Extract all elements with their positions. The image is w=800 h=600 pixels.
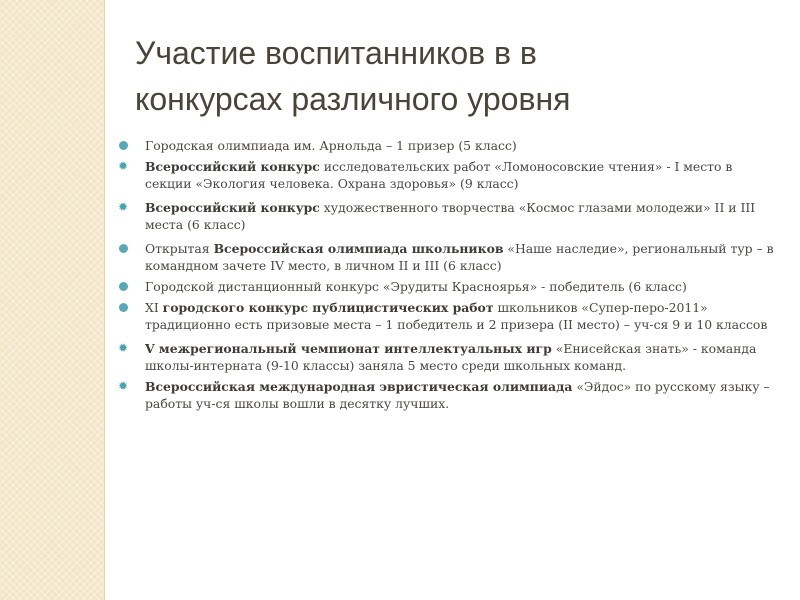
- list-item-text: [145, 159, 732, 191]
- star-glyph-icon: ✹: [117, 379, 129, 393]
- bold-text: Всероссийский конкурс: [145, 200, 320, 215]
- list-item-text: [145, 138, 517, 153]
- slide-title-line-1: Участие воспитанников в в: [135, 35, 537, 71]
- list-item-text: [145, 300, 767, 332]
- text-span: Городская олимпиада им. Арнольда – 1 призер (5 класс): [145, 138, 517, 153]
- list-item: [117, 240, 777, 274]
- decorative-side-band: [0, 0, 104, 600]
- dot-glyph-icon: [119, 141, 128, 150]
- bold-text: Всероссийская олимпиада школьников: [213, 241, 504, 256]
- list-item: [117, 278, 777, 295]
- list-item-text: [145, 200, 755, 232]
- list-item-text: [145, 379, 770, 411]
- text-span: исследовательских работ «Ломоносовские чтения» - I место в секции «Экология человека. Охрана здоровья» (9 класс): [145, 159, 733, 191]
- text-span: «Енисейская знать» - команда школы-интерната (9-10 классы) заняла 5 место среди школьных команд.: [145, 341, 757, 373]
- list-item-text: [145, 341, 756, 373]
- list-item: [117, 199, 777, 233]
- list-item: [117, 299, 777, 333]
- bullet-list: [117, 137, 777, 416]
- text-span: «Наше наследие», региональный тур – в командном зачете IV место, в личном II и III (6 класс): [145, 241, 774, 273]
- text-span: Открытая: [145, 241, 214, 256]
- star-bullet-icon: [117, 160, 129, 172]
- text-span: XI: [145, 300, 163, 315]
- list-item: [117, 158, 777, 192]
- dot-bullet-icon: [117, 301, 129, 313]
- text-span: «Эйдос» по русскому языку – работы уч-ся школы вошли в десятку лучших.: [145, 379, 770, 411]
- star-bullet-icon: [117, 380, 129, 392]
- dot-glyph-icon: [119, 303, 128, 312]
- bold-text: Всероссийская международная эвристическая олимпиада: [145, 379, 573, 394]
- star-bullet-icon: [117, 201, 129, 213]
- bold-text: городского конкурс публицистических работ: [162, 300, 494, 315]
- bold-text: V межрегиональный чемпионат интеллектуальных игр: [145, 341, 552, 356]
- dot-bullet-icon: [117, 242, 129, 254]
- bold-text: Всероссийский конкурс: [145, 159, 320, 174]
- star-glyph-icon: ✹: [117, 159, 129, 173]
- text-span: Городской дистанционный конкурс «Эрудиты Красноярья» - победитель (6 класс): [145, 279, 687, 294]
- text-span: художественного творчества «Космос глазами молодежи» II и III места (6 класс): [145, 200, 756, 232]
- star-bullet-icon: [117, 342, 129, 354]
- list-item: [117, 137, 777, 154]
- list-item-text: [145, 279, 687, 294]
- dot-bullet-icon: [117, 280, 129, 292]
- list-item-text: [145, 241, 774, 273]
- text-span: школьников «Супер-перо-2011» традиционно есть призовые места – 1 победитель и 2 призера (II место) – уч-ся 9 и 10 классов: [145, 300, 768, 332]
- slide-title-line-2: конкурсах различного уровня: [135, 81, 571, 117]
- star-glyph-icon: ✹: [117, 341, 129, 355]
- slide-title: [135, 30, 755, 122]
- star-glyph-icon: ✹: [117, 200, 129, 214]
- dot-glyph-icon: [119, 282, 128, 291]
- list-item: [117, 340, 777, 374]
- list-item: [117, 378, 777, 412]
- side-band-divider: [104, 0, 105, 600]
- dot-glyph-icon: [119, 244, 128, 253]
- dot-bullet-icon: [117, 139, 129, 151]
